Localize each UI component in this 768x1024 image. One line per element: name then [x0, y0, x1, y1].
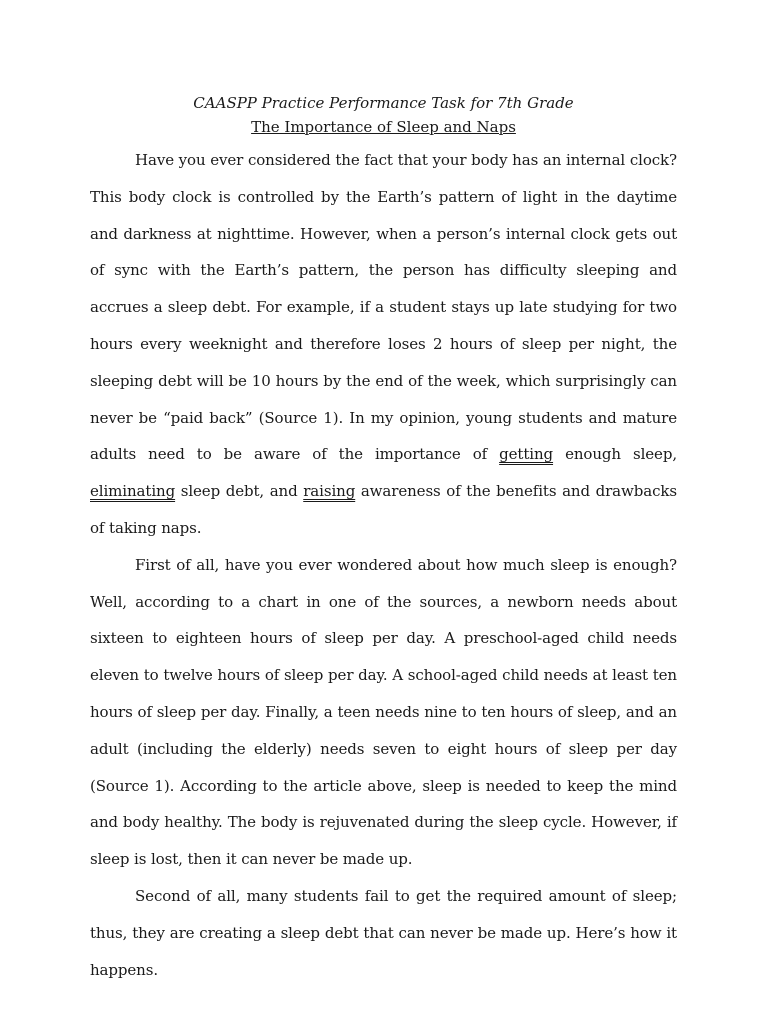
document-subtitle — [90, 115, 677, 139]
underlined-word-getting: getting — [499, 445, 554, 464]
document-subtitle-text: The Importance of Sleep and Naps — [251, 118, 516, 136]
document-page — [90, 91, 677, 988]
paragraph-2: First of all, have you ever wondered about how much sleep is enough? Well, according to a chart in one of the sources, a newborn needs about sixteen to eighteen hours of sleep per day. A preschool-aged child needs eleven to twelve hours of sleep per day. A school-aged child needs at least ten hours of sleep per day. Finally, a teen needs nine to ten hours of sleep, and an adult (including the elderly) needs seven to eight hours of sleep per day (Source 1). According to the article above, sleep is needed to keep the mind and body healthy. The body is rejuvenated during the sleep cycle. However, if sleep is lost, then it can never be made up. — [90, 555, 677, 869]
paragraph-1-text-a: Have you ever considered the fact that your body has an internal clock? This body clock is controlled by the Earth’s pattern of light in the daytime and darkness at nighttime. However, when a person’s internal clock gets out of sync with the Earth’s pattern, the person has difficulty sleeping and accrues a sleep debt. For example, if a student stays up late studying for two hours every weeknight and therefore loses 2 hours of sleep per night, the sleeping debt will be 10 hours by the end of the week, which surprisingly can never be “paid back” (Source 1). In my opinion, young students and mature adults need to be aware of the importance of — [90, 151, 677, 464]
paragraph-1-text-d: awareness of the benefits and drawbacks of taking naps. — [90, 482, 677, 537]
paragraph-1 — [90, 142, 677, 547]
document-title: CAASPP Practice Performance Task for 7th Grade — [193, 94, 574, 112]
paragraph-1-text-c: sleep debt, and — [175, 482, 304, 501]
paragraph-1-text-b: enough sleep, — [553, 445, 678, 464]
paragraph-3: Second of all, many students fail to get the required amount of sleep; thus, they are creating a sleep debt that can never be made up. Here’s how it happens. — [90, 886, 677, 979]
underlined-word-eliminating: eliminating — [90, 482, 176, 501]
underlined-word-raising: raising — [303, 482, 356, 501]
